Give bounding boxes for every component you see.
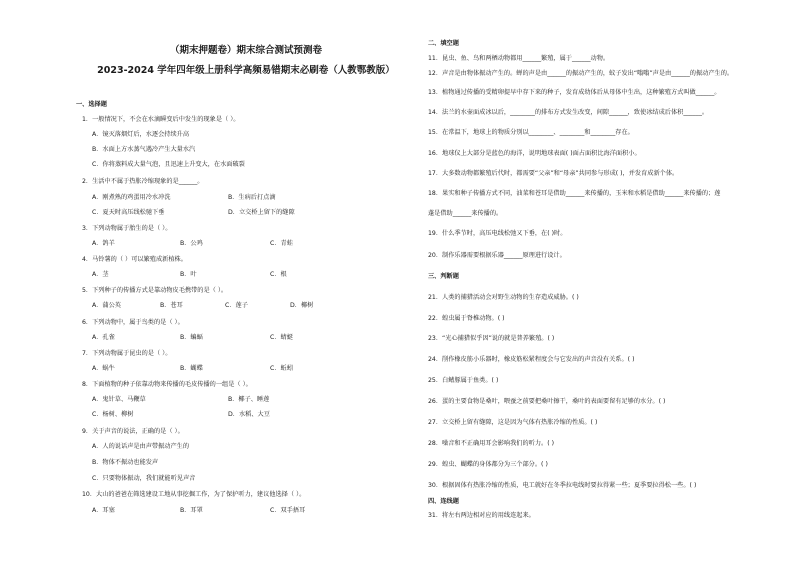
question-28: 28．噪音和不正确用耳会影响我们的听力。( ) (428, 440, 555, 447)
question-23: 23．“光心捕猎似乎因”说的就是普养繁殖。( ) (428, 335, 555, 342)
question-3: 3．下列动物属于胎生的是（ ）。 (82, 225, 172, 232)
question-10: 10．大山的爸爸在筛选建设工地从事挖掘工作，为了保护听力，建议他选择（ ）。 (82, 491, 306, 498)
question-15: 15．在常温下，地球上的物质分别以________、________和________存在。 (428, 129, 634, 136)
question-8: 8．下面植物的种子依靠动物来传播的毛皮传播的一组是（ ）。 (82, 381, 252, 388)
question-4: 4．马铃薯的（ ）可以繁殖成新植株。 (82, 256, 187, 263)
q2-option-b: B．生病后打点滴 (228, 194, 276, 201)
section-fill-heading: 二、填空题 (428, 40, 459, 47)
q4-option-b: B．叶 (180, 271, 197, 278)
question-2: 2．生活中不属于热胀冷缩现象的是______。 (82, 178, 204, 185)
question-1: 1．一般情况下，不会在水滴瞬变后中发生的现象是（ ）。 (82, 116, 240, 123)
q6-option-a: A．孔雀 (92, 334, 115, 341)
q8-option-b: B．椰子、睡莲 (228, 396, 270, 403)
question-30: 30．根据固体有热胀冷缩的性质，电工就好在冬季拉电线时要拉得紧一些；夏季要拉得松一些。( ) (428, 482, 697, 489)
question-29: 29．蝗虫、蝴蝶的身体都分为三个部分。( ) (428, 461, 548, 468)
q3-option-c: C．青蛙 (270, 240, 293, 247)
question-25: 25．白鳍豚属于鱼类。( ) (428, 377, 499, 384)
q9-option-b: B．物体不振动也能发声 (92, 459, 159, 466)
q5-option-b: B．苍耳 (160, 302, 183, 309)
question-12: 12．声音是由物体振动产生的。蝉的声是由______的振动产生的，蚊子发出“嗡嗡”声是由______的振动产生的。 (428, 70, 734, 77)
q9-option-a: A．人的说话声是由声带振动产生的 (92, 443, 190, 450)
q10-option-a: A．耳塞 (92, 507, 115, 514)
q4-option-a: A．茎 (92, 271, 109, 278)
section-match-heading: 四、连线题 (428, 498, 459, 505)
q2-option-a: A．刚煮熟的鸡蛋用冷水冲洗 (92, 194, 171, 201)
question-18-cont: 蓬是借助______来传播的。 (428, 210, 503, 217)
q8-option-a: A．鬼针草、马鞭草 (92, 396, 146, 403)
q4-option-c: C．根 (270, 271, 287, 278)
question-27: 27．立交桥上留有缝隙，这是因为气体有热胀冷缩的性质。( ) (428, 419, 598, 426)
q7-option-c: C．蚯蚓 (270, 365, 293, 372)
q2-option-c: C．夏天时高压线松驰下垂 (92, 209, 165, 216)
question-13: 13．植物通过传播的受精卵提早中存下来的种子，发育成幼体后从母体中生出，这种繁殖方式叫做______。 (428, 89, 721, 96)
question-20: 20．制作乐器需要根据乐器______原理进行设计。 (428, 252, 566, 259)
q5-option-c: C．莲子 (225, 302, 248, 309)
q3-option-a: A．鸽羊 (92, 240, 115, 247)
q7-option-b: B．蝴蝶 (180, 365, 203, 372)
q7-option-a: A．蜗牛 (92, 365, 115, 372)
question-16: 16．地球仪上大部分是蓝色的海洋，说明地球表面( )面占面积比海洋面积小。 (428, 150, 641, 157)
q6-option-c: C．蜻蜓 (270, 334, 293, 341)
question-17: 17．大多数动物都繁殖后代时，都需要“父亲”和“母亲”共同参与形成( )，并发育成新个体。 (428, 170, 679, 177)
question-5: 5．下列种子的传播方式是靠动物皮毛携带的是（ ）。 (82, 287, 228, 294)
q2-option-d: D．立交桥上留下的缝隙 (228, 209, 295, 216)
exam-title: （期末押题卷）期末综合测试预测卷 (169, 45, 322, 56)
exam-subtitle: 2023-2024 学年四年级上册科学高频易错期末必刷卷（人教鄂教版） (97, 65, 395, 76)
section-judge-heading: 三、判断题 (428, 273, 459, 280)
section-choice-heading: 一、选择题 (76, 101, 107, 108)
q6-option-b: B．蝙蝠 (180, 334, 203, 341)
q5-option-d: D．椰树 (290, 302, 314, 309)
q1-option-b: B．水面上方水蒸气遇冷产生大量水汽 (92, 146, 196, 153)
question-14: 14．法兰的水壶面成冰以后，________的排布方式发生改变，间隙______，致使冰结成后体积______。 (428, 109, 709, 116)
q3-option-b: B．公鸡 (180, 240, 203, 247)
question-11: 11．昆虫、鱼、鸟和两栖动物都用______繁殖，属于______动物。 (428, 55, 610, 62)
q8-option-d: D．水稻、大豆 (228, 411, 270, 418)
question-24: 24．削作橡皮筋小乐器时，橡皮筋松紧程度会与它发出的声音没有关系。( ) (428, 356, 635, 363)
question-31: 31．将左右两边相对应的用线连起来。 (428, 512, 535, 519)
q1-option-a: A．镜灭落烟灯后，水逐会持续升高 (92, 131, 190, 138)
q10-option-b: B．耳罩 (180, 507, 203, 514)
question-18: 18．果实和种子传播方式不同，油菜和苍耳是借助______来传播的，玉米和水稻是借助______来传播的；莲 (428, 190, 721, 197)
q10-option-c: C．双手捂耳 (270, 507, 306, 514)
question-9: 9．关于声音的说法，正确的是（ ）。 (82, 428, 184, 435)
question-6: 6．下列动物中，属于鸟类的是（ ）。 (82, 319, 184, 326)
question-26: 26．蛋的主要食物是桑叶，喂蚕之前要把桑叶擦干，桑叶的表面要留有足够的水分。( ) (428, 398, 666, 405)
question-22: 22．蝗虫属于脊椎动物。( ) (428, 315, 505, 322)
q1-option-c: C．你将蒸料成大量气泡，且迅速上升变大，在水面破裂 (92, 161, 245, 168)
question-21: 21．人类的捕猎活动会对野生动物的生存造成威胁。( ) (428, 294, 579, 301)
question-7: 7．下列动物属于昆虫的是（ ）。 (82, 350, 172, 357)
q8-option-c: C．杨树、柳树 (92, 411, 134, 418)
q5-option-a: A．蒲公英 (92, 302, 121, 309)
q9-option-c: C．只要物体振动，我们就能听见声音 (92, 475, 196, 482)
question-19: 19．什么季节时，高压电线松弛又下垂，在( )时。 (428, 230, 567, 237)
